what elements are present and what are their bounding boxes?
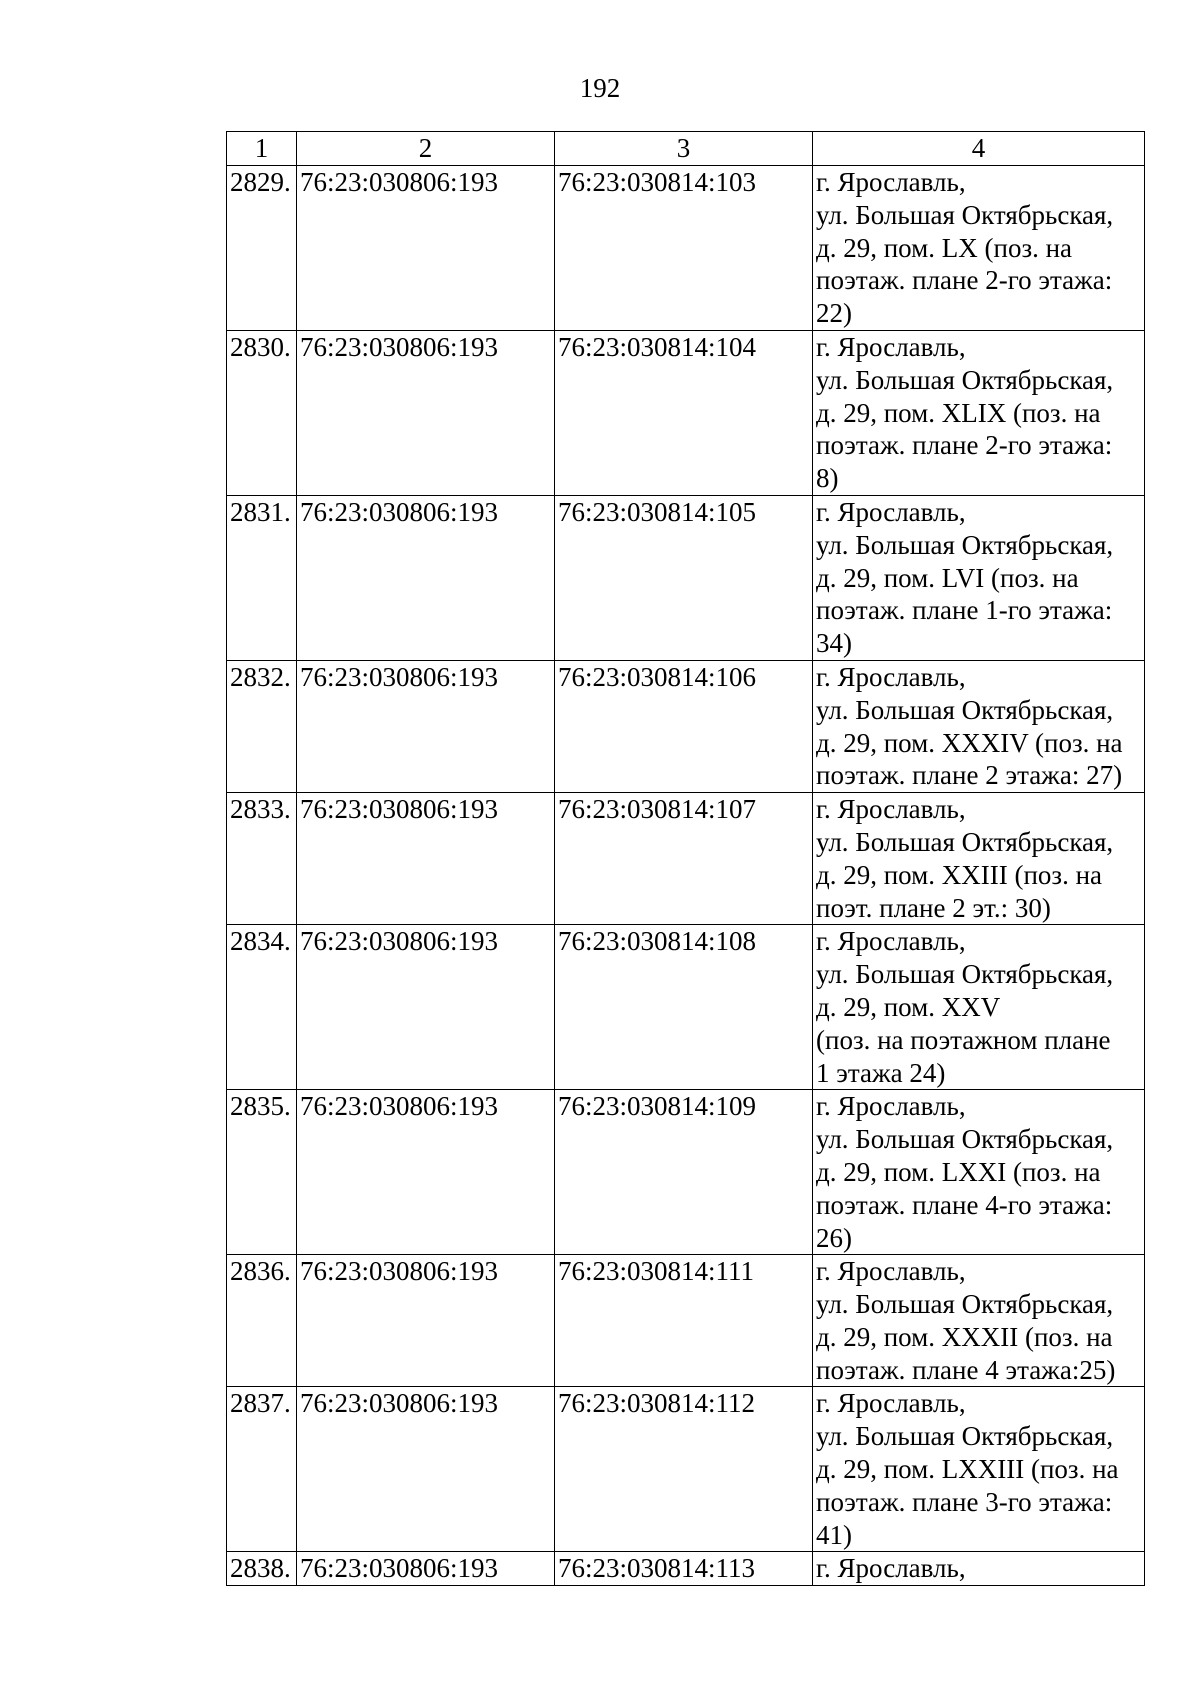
address-line: ул. Большая Октябрьская, <box>816 1421 1114 1452</box>
address-line: д. 29, пом. LXXIII (поз. на <box>816 1454 1119 1485</box>
address-cell <box>813 1090 1145 1255</box>
address-line: поэтаж. плане 2 этажа: 27) <box>816 760 1123 791</box>
header-col-2: 2 <box>297 132 555 166</box>
cadastral-number-premises: 76:23:030814:105 <box>555 495 813 660</box>
cadastral-number-premises: 76:23:030814:107 <box>555 793 813 925</box>
table-row <box>227 1255 1145 1387</box>
table-row <box>227 793 1145 925</box>
cadastral-table <box>226 131 1145 1586</box>
cadastral-number-building: 76:23:030806:193 <box>297 925 555 1090</box>
address-line: д. 29, пом. LXXI (поз. на <box>816 1156 1101 1187</box>
address-line: г. Ярославль, <box>816 661 966 692</box>
address-line: ул. Большая Октябрьская, <box>816 959 1114 990</box>
address-line: д. 29, пом. XXXIV (поз. на <box>816 727 1123 758</box>
address-line: 34) <box>816 628 852 659</box>
address-line: г. Ярославль, <box>816 1388 966 1419</box>
cadastral-number-building: 76:23:030806:193 <box>297 495 555 660</box>
address-line: г. Ярославль, <box>816 496 966 527</box>
address-cell <box>813 495 1145 660</box>
address-cell <box>813 1387 1145 1552</box>
address-line: д. 29, пом. XXV <box>816 991 1001 1022</box>
address-cell <box>813 166 1145 331</box>
row-number: 2835. <box>227 1090 297 1255</box>
cadastral-number-building: 76:23:030806:193 <box>297 166 555 331</box>
cadastral-number-building: 76:23:030806:193 <box>297 793 555 925</box>
address-line: ул. Большая Октябрьская, <box>816 199 1114 230</box>
address-line: д. 29, пом. LVI (поз. на <box>816 562 1079 593</box>
address-line: ул. Большая Октябрьская, <box>816 1289 1114 1320</box>
address-line: д. 29, пом. XLIX (поз. на <box>816 397 1101 428</box>
address-line: поэт. плане 2 эт.: 30) <box>816 892 1051 923</box>
table-row <box>227 166 1145 331</box>
address-line: (поз. на поэтажном плане <box>816 1024 1111 1055</box>
row-number: 2829. <box>227 166 297 331</box>
address-line: ул. Большая Октябрьская, <box>816 694 1114 725</box>
row-number: 2832. <box>227 660 297 792</box>
table-row <box>227 495 1145 660</box>
row-number: 2837. <box>227 1387 297 1552</box>
cadastral-number-premises: 76:23:030814:109 <box>555 1090 813 1255</box>
address-line: 8) <box>816 463 839 494</box>
table-row <box>227 925 1145 1090</box>
address-line: поэтаж. плане 2-го этажа: <box>816 430 1113 461</box>
table-row <box>227 330 1145 495</box>
cadastral-number-premises: 76:23:030814:112 <box>555 1387 813 1552</box>
row-number: 2830. <box>227 330 297 495</box>
row-number: 2836. <box>227 1255 297 1387</box>
table-body <box>227 166 1145 1586</box>
cadastral-number-premises: 76:23:030814:106 <box>555 660 813 792</box>
header-col-1: 1 <box>227 132 297 166</box>
cadastral-number-building: 76:23:030806:193 <box>297 1255 555 1387</box>
table-header <box>227 132 1145 166</box>
address-line: поэтаж. плане 4-го этажа: <box>816 1189 1113 1220</box>
address-line: поэтаж. плане 4 этажа:25) <box>816 1354 1116 1385</box>
header-col-3: 3 <box>555 132 813 166</box>
address-line: ул. Большая Октябрьская, <box>816 826 1114 857</box>
address-line: д. 29, пом. XXXII (поз. на <box>816 1321 1113 1352</box>
address-line: г. Ярославль, <box>816 167 966 197</box>
address-line: поэтаж. плане 3-го этажа: <box>816 1486 1113 1517</box>
address-cell <box>813 330 1145 495</box>
row-number: 2833. <box>227 793 297 925</box>
header-col-4: 4 <box>813 132 1145 166</box>
row-number: 2831. <box>227 495 297 660</box>
address-line: поэтаж. плане 2-го этажа: <box>816 265 1113 296</box>
cadastral-number-building: 76:23:030806:193 <box>297 1090 555 1255</box>
table-row <box>227 660 1145 792</box>
address-line: ул. Большая Октябрьская, <box>816 529 1114 560</box>
address-line: 1 этажа 24) <box>816 1057 946 1088</box>
address-cell <box>813 1255 1145 1387</box>
address-line: д. 29, пом. LX (поз. на <box>816 232 1073 263</box>
address-line: 41) <box>816 1519 852 1550</box>
address-cell <box>813 1552 1145 1586</box>
address-line: г. Ярославль, <box>816 331 966 362</box>
cadastral-number-building: 76:23:030806:193 <box>297 660 555 792</box>
table-row <box>227 1387 1145 1552</box>
row-number: 2838. <box>227 1552 297 1586</box>
address-line: г. Ярославль, <box>816 794 966 825</box>
table-row <box>227 1090 1145 1255</box>
address-line: ул. Большая Октябрьская, <box>816 1124 1114 1155</box>
cadastral-number-premises: 76:23:030814:113 <box>555 1552 813 1586</box>
table-row <box>227 1552 1145 1586</box>
cadastral-number-premises: 76:23:030814:111 <box>555 1255 813 1387</box>
row-number: 2834. <box>227 925 297 1090</box>
address-line: 22) <box>816 298 852 329</box>
address-line: ул. Большая Октябрьская, <box>816 364 1114 395</box>
address-line: 26) <box>816 1222 852 1253</box>
address-line: д. 29, пом. XXIII (поз. на <box>816 859 1103 890</box>
address-line: г. Ярославль, <box>816 926 966 957</box>
cadastral-number-premises: 76:23:030814:104 <box>555 330 813 495</box>
cadastral-number-building: 76:23:030806:193 <box>297 1552 555 1586</box>
cadastral-number-building: 76:23:030806:193 <box>297 1387 555 1552</box>
address-line: г. Ярославль, <box>816 1553 966 1584</box>
address-line: г. Ярославль, <box>816 1091 966 1122</box>
address-cell <box>813 660 1145 792</box>
cadastral-number-premises: 76:23:030814:108 <box>555 925 813 1090</box>
page-number: 192 <box>579 73 621 103</box>
address-line: поэтаж. плане 1-го этажа: <box>816 595 1113 626</box>
address-cell <box>813 793 1145 925</box>
address-cell <box>813 925 1145 1090</box>
cadastral-number-building: 76:23:030806:193 <box>297 330 555 495</box>
header-row <box>227 132 1145 166</box>
address-line: г. Ярославль, <box>816 1256 966 1287</box>
cadastral-number-premises: 76:23:030814:103 <box>555 166 813 331</box>
